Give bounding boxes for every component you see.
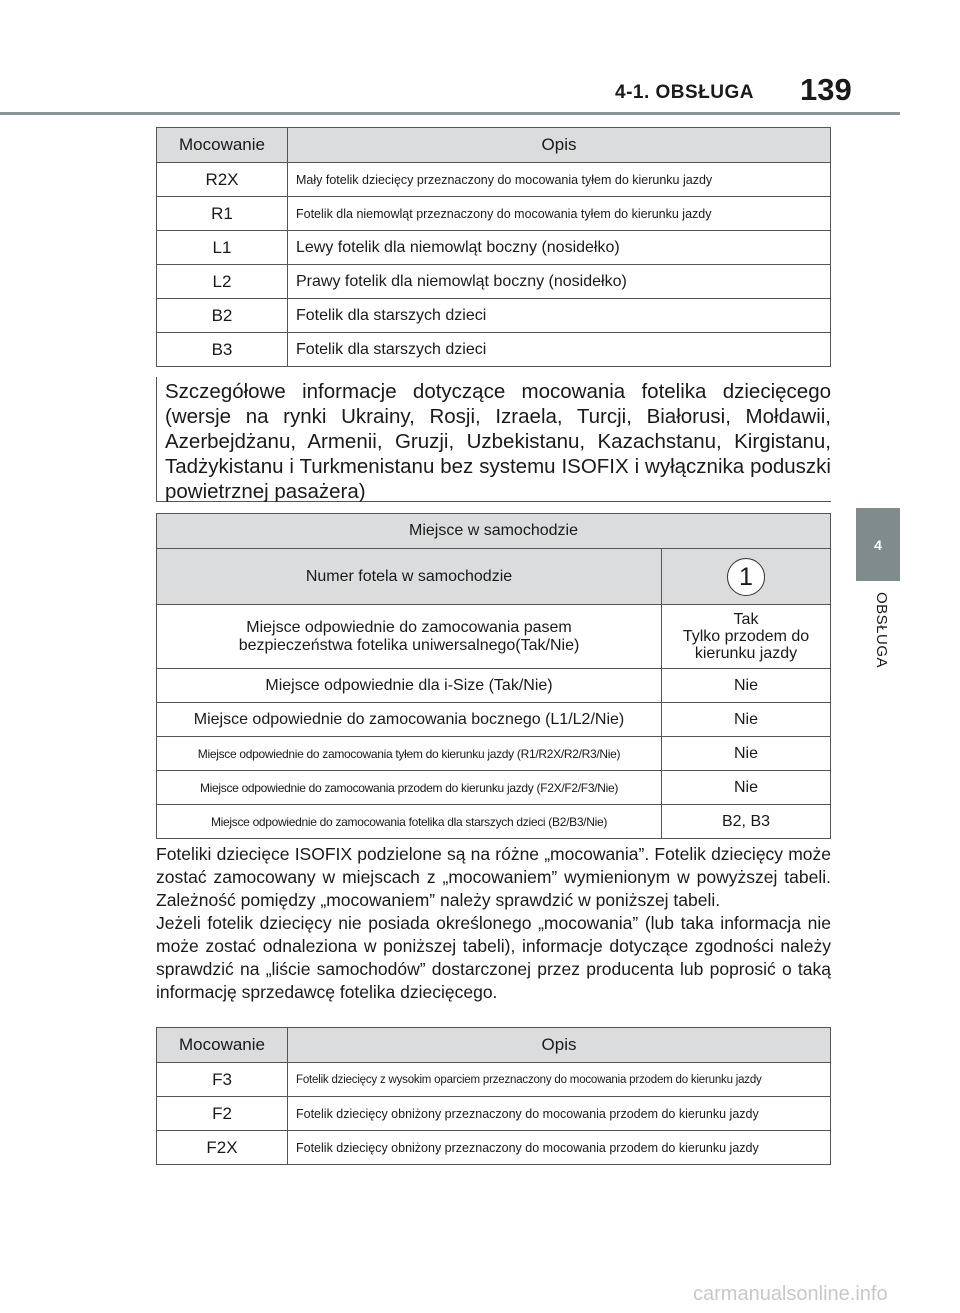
detail-note: Szczegółowe informacje dotyczące mocowania fotelika dziecięcego (wersje na rynki Ukrainy, Rosji, Izraela, Turcji, Białorusi, Mołdawii, Azerbejdżanu, Armenii, Gruzji, Uzbekistanu, Kazachstanu, Kirgistanu, Tadżykistanu i Turkmenistanu bez systemu ISOFIX i wyłącznika poduszki powietrznej pasażera) bbox=[156, 377, 831, 502]
body-text bbox=[156, 843, 831, 1004]
mounting-description: Fotelik dla starszych dzieci bbox=[288, 299, 831, 333]
mounting-description: Mały fotelik dziecięcy przeznaczony do mocowania tyłem do kierunku jazdy bbox=[288, 163, 831, 197]
suitability-label bbox=[157, 605, 662, 669]
table-header: Opis bbox=[288, 1028, 831, 1063]
table-row bbox=[157, 703, 831, 737]
seat-number-cell bbox=[662, 549, 831, 605]
mounting-description: Fotelik dla niemowląt przeznaczony do mocowania tyłem do kierunku jazdy bbox=[288, 197, 831, 231]
mounting-code: L2 bbox=[157, 265, 288, 299]
table-row bbox=[157, 197, 831, 231]
mounting-code: B3 bbox=[157, 333, 288, 367]
page-number: 139 bbox=[800, 72, 852, 107]
table-header: Miejsce w samochodzie bbox=[157, 514, 831, 549]
header-divider bbox=[0, 112, 900, 115]
suitability-value-line: kierunku jazdy bbox=[694, 645, 798, 662]
paragraph: Foteliki dziecięce ISOFIX podzielone są na różne „mocowania”. Fotelik dziecięcy może zostać zamocowany w miejscach z „mocowaniem” wymienionym w powyższej tabeli. Zależność pomiędzy „mocowaniem” należy sprawdzić w poniższej tabeli. bbox=[156, 844, 831, 910]
mounting-code: F3 bbox=[157, 1063, 288, 1097]
table-row bbox=[157, 231, 831, 265]
table-row bbox=[157, 805, 831, 839]
suitability-label-line: Miejsce odpowiednie do zamocowania pasem bbox=[246, 618, 572, 636]
table-row bbox=[157, 163, 831, 197]
table-row bbox=[157, 1063, 831, 1097]
suitability-value: Nie bbox=[662, 737, 831, 771]
mounting-description: Fotelik dziecięcy obniżony przeznaczony do mocowania przodem do kierunku jazdy bbox=[288, 1097, 831, 1131]
mounting-table-1 bbox=[156, 127, 831, 367]
mounting-description: Fotelik dziecięcy obniżony przeznaczony do mocowania przodem do kierunku jazdy bbox=[288, 1131, 831, 1165]
paragraph: Jeżeli fotelik dziecięcy nie posiada określonego „mocowania” (lub taka informacja nie może zostać odnaleziona w poniższej tabeli), informacje dotyczące zgodności należy sprawdzić na „liście samochodów” dostarczonej przez producenta lub poprosić o taką informację sprzedawcę fotelika dziecięcego. bbox=[156, 913, 831, 1002]
suitability-value-line: Tak bbox=[733, 611, 759, 628]
table-row bbox=[157, 669, 831, 703]
table-row bbox=[157, 771, 831, 805]
table-row bbox=[157, 1131, 831, 1165]
table-row bbox=[157, 1097, 831, 1131]
suitability-label: Miejsce odpowiednie do zamocowania bocznego (L1/L2/Nie) bbox=[157, 703, 662, 737]
mounting-code: R1 bbox=[157, 197, 288, 231]
mounting-description: Prawy fotelik dla niemowląt boczny (nosidełko) bbox=[288, 265, 831, 299]
mounting-code: B2 bbox=[157, 299, 288, 333]
chapter-tab bbox=[856, 508, 900, 581]
suitability-value: Nie bbox=[662, 703, 831, 737]
chapter-number: 4 bbox=[874, 536, 882, 553]
mounting-description: Fotelik dla starszych dzieci bbox=[288, 333, 831, 367]
mounting-code: R2X bbox=[157, 163, 288, 197]
table-row bbox=[157, 299, 831, 333]
suitability-value: Nie bbox=[662, 771, 831, 805]
mounting-description: Lewy fotelik dla niemowląt boczny (nosidełko) bbox=[288, 231, 831, 265]
table-row bbox=[157, 737, 831, 771]
table-header: Mocowanie bbox=[157, 128, 288, 163]
suitability-label-line: bezpieczeństwa fotelika uniwersalnego(Tak/Nie) bbox=[238, 636, 580, 654]
mounting-code: F2X bbox=[157, 1131, 288, 1165]
watermark: carmanualsonline.info bbox=[693, 1283, 888, 1305]
mounting-code: F2 bbox=[157, 1097, 288, 1131]
chapter-label: OBSŁUGA bbox=[873, 592, 890, 669]
suitability-value-line: Tylko przodem do bbox=[682, 628, 810, 645]
table-row bbox=[157, 605, 831, 669]
suitability-label: Miejsce odpowiednie do zamocowania fotelika dla starszych dzieci (B2/B3/Nie) bbox=[157, 805, 662, 839]
suitability-label: Miejsce odpowiednie do zamocowania tyłem do kierunku jazdy (R1/R2X/R2/R3/Nie) bbox=[157, 737, 662, 771]
table-row bbox=[157, 333, 831, 367]
seat-number-label: Numer fotela w samochodzie bbox=[157, 549, 662, 605]
suitability-value: Nie bbox=[662, 669, 831, 703]
seat-suitability-table bbox=[156, 513, 831, 839]
table-row bbox=[157, 265, 831, 299]
suitability-value bbox=[662, 605, 831, 669]
suitability-value: B2, B3 bbox=[662, 805, 831, 839]
mounting-description: Fotelik dziecięcy z wysokim oparciem przeznaczony do mocowania przodem do kierunku jazdy bbox=[288, 1063, 831, 1097]
table-header: Opis bbox=[288, 128, 831, 163]
section-title: 4-1. OBSŁUGA bbox=[615, 82, 755, 103]
table-header: Mocowanie bbox=[157, 1028, 288, 1063]
seat-number-badge: 1 bbox=[727, 558, 765, 596]
mounting-table-2 bbox=[156, 1027, 831, 1165]
suitability-label: Miejsce odpowiednie dla i-Size (Tak/Nie) bbox=[157, 669, 662, 703]
mounting-code: L1 bbox=[157, 231, 288, 265]
suitability-label: Miejsce odpowiednie do zamocowania przodem do kierunku jazdy (F2X/F2/F3/Nie) bbox=[157, 771, 662, 805]
